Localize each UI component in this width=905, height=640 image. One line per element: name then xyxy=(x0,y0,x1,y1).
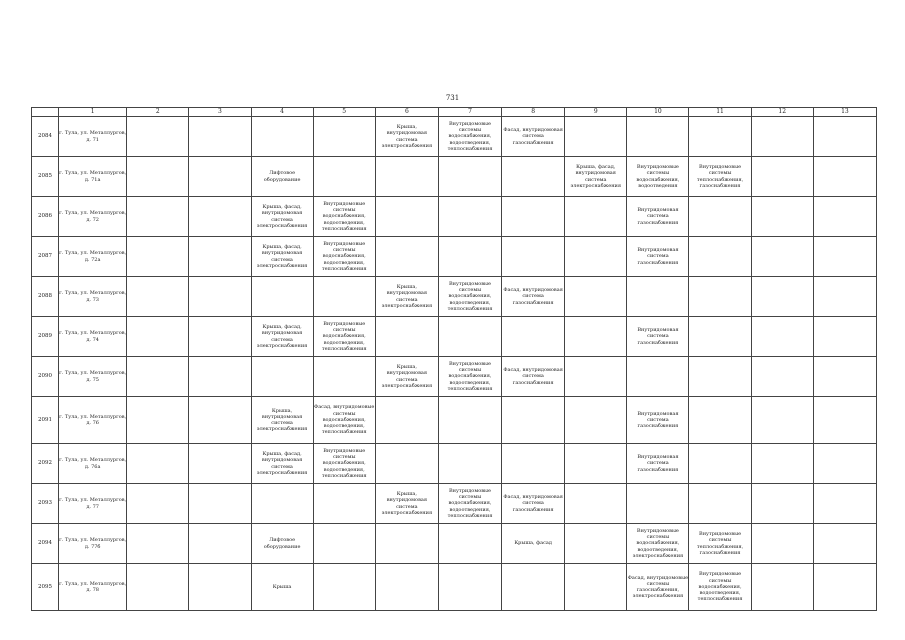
page-number: 731 xyxy=(445,94,460,102)
work-cell xyxy=(502,157,565,197)
work-cell xyxy=(438,564,501,611)
work-cell xyxy=(751,117,813,157)
work-cell: Крыша, внутридомовая система электроснабжения xyxy=(375,484,438,524)
table-row xyxy=(32,317,877,357)
work-cell xyxy=(502,317,565,357)
work-cell xyxy=(313,524,375,564)
work-cell: Крыша, внутридомовая система электроснабжения xyxy=(375,117,438,157)
row-number-cell: 2085 xyxy=(32,157,59,197)
work-cell xyxy=(813,357,876,397)
work-cell xyxy=(751,564,813,611)
work-cell xyxy=(189,564,251,611)
work-cell xyxy=(689,197,751,237)
work-cell xyxy=(375,524,438,564)
table-row xyxy=(32,564,877,611)
table-row xyxy=(32,197,877,237)
work-cell xyxy=(127,397,189,444)
row-number-cell: 2089 xyxy=(32,317,59,357)
work-cell xyxy=(689,237,751,277)
work-cell: Внутридомовые системы теплоснабжения, газоснабжения xyxy=(689,157,751,197)
work-cell xyxy=(565,564,627,611)
table-row xyxy=(32,277,877,317)
work-cell xyxy=(565,444,627,484)
repair-schedule-table xyxy=(31,107,877,611)
work-cell xyxy=(751,484,813,524)
row-number-cell: 2084 xyxy=(32,117,59,157)
header-cell: 13 xyxy=(813,108,876,117)
work-cell: Крыша xyxy=(251,564,313,611)
header-cell: 11 xyxy=(689,108,751,117)
work-cell xyxy=(438,157,501,197)
work-cell: Лифтовое оборудование xyxy=(251,157,313,197)
work-cell xyxy=(565,484,627,524)
work-cell xyxy=(189,397,251,444)
work-cell: Внутридомовые системы теплоснабжения, газоснабжения xyxy=(689,524,751,564)
work-cell xyxy=(313,484,375,524)
header-cell: 12 xyxy=(751,108,813,117)
work-cell: Внутридомовые системы водоснабжения, водоотведения, теплоснабжения xyxy=(313,444,375,484)
work-cell xyxy=(813,117,876,157)
work-cell: Внутридомовая система газоснабжения xyxy=(627,197,689,237)
work-cell: Крыша, внутридомовая система электроснабжения xyxy=(375,277,438,317)
work-cell xyxy=(502,197,565,237)
work-cell xyxy=(751,397,813,444)
work-cell: Крыша, фасад, внутридомовая система электроснабжения xyxy=(251,444,313,484)
work-cell: Фасад, внутридомовая система газоснабжения xyxy=(502,117,565,157)
work-cell xyxy=(313,277,375,317)
work-cell xyxy=(189,444,251,484)
work-cell xyxy=(813,317,876,357)
table-row xyxy=(32,157,877,197)
work-cell xyxy=(813,197,876,237)
work-cell xyxy=(751,157,813,197)
work-cell xyxy=(627,484,689,524)
work-cell xyxy=(127,197,189,237)
work-cell: Внутридомовые системы водоснабжения, водоотведения, теплоснабжения xyxy=(438,357,501,397)
row-number-cell: 2093 xyxy=(32,484,59,524)
work-cell: Крыша, фасад xyxy=(502,524,565,564)
work-cell: Фасад, внутридомовая система газоснабжения xyxy=(502,277,565,317)
table-row xyxy=(32,484,877,524)
work-cell: Внутридомовые системы водоснабжения, водоотведения, теплоснабжения xyxy=(313,197,375,237)
header-cell-blank xyxy=(32,108,59,117)
work-cell xyxy=(438,444,501,484)
row-number-cell: 2091 xyxy=(32,397,59,444)
work-cell xyxy=(375,397,438,444)
table-row xyxy=(32,444,877,484)
work-cell xyxy=(189,357,251,397)
work-cell: Внутридомовые системы водоснабжения, водоотведения, теплоснабжения xyxy=(438,117,501,157)
work-cell xyxy=(251,484,313,524)
header-row xyxy=(32,108,877,117)
work-cell xyxy=(751,277,813,317)
work-cell: Внутридомовая система газоснабжения xyxy=(627,397,689,444)
work-cell xyxy=(375,157,438,197)
work-cell xyxy=(813,157,876,197)
work-cell xyxy=(565,317,627,357)
work-cell xyxy=(438,197,501,237)
work-cell xyxy=(502,237,565,277)
work-cell xyxy=(189,317,251,357)
work-cell xyxy=(127,237,189,277)
work-cell xyxy=(189,197,251,237)
work-cell xyxy=(565,397,627,444)
work-cell xyxy=(689,277,751,317)
header-cell: 4 xyxy=(251,108,313,117)
header-cell: 9 xyxy=(565,108,627,117)
table-row xyxy=(32,237,877,277)
work-cell xyxy=(189,157,251,197)
header-cell: 8 xyxy=(502,108,565,117)
work-cell xyxy=(813,277,876,317)
work-cell xyxy=(565,524,627,564)
work-cell xyxy=(627,117,689,157)
work-cell: Фасад, внутридомовые системы водоснабжения, водоотведения, теплоснабжения xyxy=(313,397,375,444)
work-cell xyxy=(502,397,565,444)
work-cell xyxy=(751,524,813,564)
table-row xyxy=(32,357,877,397)
work-cell xyxy=(438,237,501,277)
work-cell: Внутридомовые системы водоснабжения, водоотведения, теплоснабжения xyxy=(689,564,751,611)
work-cell xyxy=(251,357,313,397)
work-cell: Лифтовое оборудование xyxy=(251,524,313,564)
work-cell xyxy=(438,524,501,564)
work-cell xyxy=(438,397,501,444)
work-cell: Фасад, внутридомовые системы газоснабжения, электроснабжения xyxy=(627,564,689,611)
address-cell: г. Тула, ул. Металлургов, д. 76а xyxy=(59,444,127,484)
work-cell xyxy=(189,237,251,277)
work-cell xyxy=(127,277,189,317)
work-cell xyxy=(127,357,189,397)
work-cell xyxy=(127,564,189,611)
work-cell xyxy=(565,117,627,157)
work-cell xyxy=(751,237,813,277)
work-cell: Внутридомовые системы водоснабжения, водоотведения, электроснабжения xyxy=(627,524,689,564)
work-cell xyxy=(565,277,627,317)
row-number-cell: 2090 xyxy=(32,357,59,397)
work-cell xyxy=(502,564,565,611)
work-cell xyxy=(565,237,627,277)
work-cell: Крыша, внутридомовая система электроснабжения xyxy=(375,357,438,397)
work-cell xyxy=(627,357,689,397)
work-cell xyxy=(689,397,751,444)
address-cell: г. Тула, ул. Металлургов, д. 78 xyxy=(59,564,127,611)
work-cell xyxy=(689,444,751,484)
work-cell xyxy=(251,117,313,157)
work-cell xyxy=(751,357,813,397)
address-cell: г. Тула, ул. Металлургов, д. 71а xyxy=(59,157,127,197)
work-cell xyxy=(565,197,627,237)
work-cell xyxy=(313,157,375,197)
header-cell: 2 xyxy=(127,108,189,117)
address-cell: г. Тула, ул. Металлургов, д. 74 xyxy=(59,317,127,357)
work-cell xyxy=(127,444,189,484)
work-cell xyxy=(189,524,251,564)
address-cell: г. Тула, ул. Металлургов, д. 72а xyxy=(59,237,127,277)
work-cell: Фасад, внутридомовая система газоснабжения xyxy=(502,357,565,397)
header-cell: 3 xyxy=(189,108,251,117)
work-cell xyxy=(813,397,876,444)
address-cell: г. Тула, ул. Металлургов, д. 75 xyxy=(59,357,127,397)
header-cell: 7 xyxy=(438,108,501,117)
header-cell: 10 xyxy=(627,108,689,117)
work-cell: Фасад, внутридомовая система газоснабжения xyxy=(502,484,565,524)
address-cell: г. Тула, ул. Металлургов, д. 77 xyxy=(59,484,127,524)
row-number-cell: 2094 xyxy=(32,524,59,564)
row-number-cell: 2088 xyxy=(32,277,59,317)
address-cell: г. Тула, ул. Металлургов, д. 72 xyxy=(59,197,127,237)
work-cell xyxy=(813,444,876,484)
work-cell xyxy=(127,484,189,524)
work-cell xyxy=(375,317,438,357)
work-cell xyxy=(438,317,501,357)
work-cell xyxy=(127,157,189,197)
work-cell xyxy=(189,484,251,524)
row-number-cell: 2092 xyxy=(32,444,59,484)
work-cell xyxy=(375,564,438,611)
work-cell: Крыша, фасад, внутридомовая система электроснабжения xyxy=(251,197,313,237)
table-row xyxy=(32,117,877,157)
work-cell xyxy=(751,444,813,484)
header-cell: 6 xyxy=(375,108,438,117)
work-cell xyxy=(313,564,375,611)
work-cell: Внутридомовая система газоснабжения xyxy=(627,444,689,484)
work-cell xyxy=(251,277,313,317)
table-row xyxy=(32,397,877,444)
work-cell xyxy=(689,117,751,157)
address-cell: г. Тула, ул. Металлургов, д. 76 xyxy=(59,397,127,444)
work-cell xyxy=(813,564,876,611)
work-cell xyxy=(313,357,375,397)
header-cell: 5 xyxy=(313,108,375,117)
work-cell xyxy=(127,524,189,564)
work-cell xyxy=(127,317,189,357)
work-cell xyxy=(751,317,813,357)
work-cell xyxy=(689,357,751,397)
work-cell xyxy=(375,197,438,237)
work-cell: Внутридомовые системы водоснабжения, водоотведения, теплоснабжения xyxy=(313,317,375,357)
work-cell xyxy=(313,117,375,157)
header-cell: 1 xyxy=(59,108,127,117)
work-cell xyxy=(565,357,627,397)
work-cell xyxy=(689,484,751,524)
row-number-cell: 2095 xyxy=(32,564,59,611)
work-cell xyxy=(189,277,251,317)
work-cell xyxy=(689,317,751,357)
work-cell: Внутридомовые системы водоснабжения, водоотведения, теплоснабжения xyxy=(313,237,375,277)
work-cell xyxy=(813,237,876,277)
work-cell: Внутридомовые системы водоснабжения, водоотведения xyxy=(627,157,689,197)
work-cell: Крыша, внутридомовая система электроснабжения xyxy=(251,397,313,444)
work-cell xyxy=(502,444,565,484)
work-cell xyxy=(813,524,876,564)
work-cell xyxy=(127,117,189,157)
row-number-cell: 2086 xyxy=(32,197,59,237)
work-cell xyxy=(375,237,438,277)
row-number-cell: 2087 xyxy=(32,237,59,277)
work-cell: Внутридомовая система газоснабжения xyxy=(627,237,689,277)
work-cell: Крыша, фасад, внутридомовая система электроснабжения xyxy=(565,157,627,197)
work-cell xyxy=(189,117,251,157)
work-cell: Крыша, фасад, внутридомовая система электроснабжения xyxy=(251,237,313,277)
work-cell: Внутридомовые системы водоснабжения, водоотведения, теплоснабжения xyxy=(438,277,501,317)
work-cell: Внутридомовые системы водоснабжения, водоотведения, теплоснабжения xyxy=(438,484,501,524)
work-cell xyxy=(627,277,689,317)
work-cell: Внутридомовая система газоснабжения xyxy=(627,317,689,357)
address-cell: г. Тула, ул. Металлургов, д. 71 xyxy=(59,117,127,157)
table-row xyxy=(32,524,877,564)
address-cell: г. Тула, ул. Металлургов, д. 77б xyxy=(59,524,127,564)
work-cell xyxy=(751,197,813,237)
work-cell xyxy=(375,444,438,484)
address-cell: г. Тула, ул. Металлургов, д. 73 xyxy=(59,277,127,317)
work-cell xyxy=(813,484,876,524)
work-cell: Крыша, фасад, внутридомовая система электроснабжения xyxy=(251,317,313,357)
